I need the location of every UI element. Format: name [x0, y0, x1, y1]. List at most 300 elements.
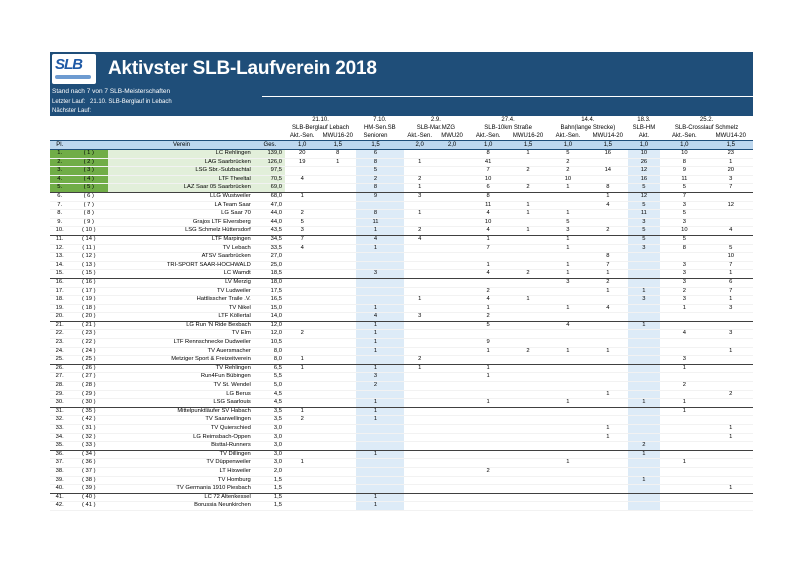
row-score: 3 — [709, 304, 753, 313]
row-score — [395, 227, 404, 236]
row-verein: TV St. Wendel — [108, 382, 255, 391]
row-score — [588, 339, 628, 348]
naechster-label: Nächster Lauf: — [52, 108, 92, 114]
table-row — [50, 373, 753, 382]
row-score: 23 — [709, 150, 753, 159]
row-score: 1 — [588, 433, 628, 442]
row-total: 4,5 — [255, 399, 285, 408]
row-score: 1 — [548, 270, 588, 279]
row-score: 1 — [508, 210, 548, 219]
letzter-lauf-bar — [50, 98, 753, 107]
row-score: 1 — [548, 459, 588, 468]
row-score: 5 — [628, 235, 660, 244]
row-score: 1 — [548, 261, 588, 270]
row-score — [436, 321, 468, 330]
col-factor: 1,5 — [709, 141, 753, 150]
stand-bar — [50, 86, 753, 98]
row-score — [660, 485, 709, 494]
row-place: 2. — [50, 158, 69, 167]
row-score: 1 — [285, 407, 319, 416]
row-score — [709, 442, 753, 451]
row-score: 41 — [468, 158, 508, 167]
row-prev-rank: ( 5 ) — [69, 184, 108, 193]
row-score — [319, 296, 356, 305]
row-prev-rank: ( 20 ) — [69, 313, 108, 322]
row-score — [285, 347, 319, 356]
table-row — [50, 339, 753, 348]
row-score — [395, 425, 404, 434]
row-score — [319, 399, 356, 408]
row-total: 27,0 — [255, 253, 285, 262]
row-score — [548, 313, 588, 322]
row-total: 97,5 — [255, 167, 285, 176]
row-score — [395, 399, 404, 408]
row-total: 1,5 — [255, 502, 285, 511]
row-score — [395, 467, 404, 476]
row-score — [319, 467, 356, 476]
row-score — [436, 356, 468, 365]
row-score — [436, 330, 468, 339]
row-score: 19 — [285, 158, 319, 167]
table-row — [50, 493, 753, 502]
row-score — [395, 235, 404, 244]
row-score: 12 — [628, 167, 660, 176]
row-score: 2 — [508, 347, 548, 356]
row-verein: LV Merzig — [108, 278, 255, 287]
col-ges: Ges. — [255, 141, 285, 150]
row-score: 5 — [628, 184, 660, 193]
row-verein: LA Team Saar — [108, 201, 255, 210]
event-name: SLB-Crosslauf Schmelz — [660, 124, 753, 132]
row-score — [395, 150, 404, 159]
row-score — [404, 407, 436, 416]
table-row — [50, 476, 753, 485]
row-score — [319, 313, 356, 322]
row-score: 6 — [356, 150, 395, 159]
row-score — [404, 347, 436, 356]
row-prev-rank: ( 7 ) — [69, 201, 108, 210]
row-score — [709, 218, 753, 227]
row-score — [395, 459, 404, 468]
title-banner — [50, 52, 753, 86]
row-score — [709, 364, 753, 373]
row-score — [319, 442, 356, 451]
table-row — [50, 287, 753, 296]
row-score: 4 — [709, 227, 753, 236]
row-score — [660, 442, 709, 451]
row-score: 4 — [404, 235, 436, 244]
table-row — [50, 244, 753, 253]
row-score: 3 — [660, 270, 709, 279]
row-score: 8 — [468, 150, 508, 159]
row-score — [628, 493, 660, 502]
row-score: 2 — [285, 330, 319, 339]
row-score — [395, 347, 404, 356]
col-factor: 1,0 — [468, 141, 508, 150]
row-score — [404, 218, 436, 227]
table-row — [50, 390, 753, 399]
row-score — [588, 321, 628, 330]
row-score — [436, 201, 468, 210]
header-events-row — [50, 124, 753, 132]
row-prev-rank: ( 18 ) — [69, 304, 108, 313]
row-score — [628, 278, 660, 287]
event-date: 7.10. — [356, 116, 403, 124]
row-score — [468, 485, 508, 494]
row-score — [548, 433, 588, 442]
row-score: 2 — [356, 175, 395, 184]
row-prev-rank: ( 26 ) — [69, 364, 108, 373]
row-score: 1 — [356, 330, 395, 339]
row-score: 5 — [468, 321, 508, 330]
row-score — [404, 493, 436, 502]
row-score — [508, 261, 548, 270]
row-score: 3 — [709, 330, 753, 339]
row-score — [508, 433, 548, 442]
row-score — [319, 364, 356, 373]
event-name: SLB-10km Straße — [468, 124, 548, 132]
row-score — [395, 210, 404, 219]
row-verein: TRI-SPORT SAAR-HOCHWALD — [108, 261, 255, 270]
row-verein: LSG Sbr.-Sulzbachtal — [108, 167, 255, 176]
table-row — [50, 235, 753, 244]
row-verein: ATSV Saarbrücken — [108, 253, 255, 262]
row-score — [319, 227, 356, 236]
row-score: 1 — [285, 356, 319, 365]
row-prev-rank: ( 28 ) — [69, 382, 108, 391]
row-verein: LTF Rennschnecke Dudweiler — [108, 339, 255, 348]
row-score: 1 — [709, 270, 753, 279]
row-score: 1 — [709, 347, 753, 356]
row-score — [319, 407, 356, 416]
row-score: 1 — [356, 416, 395, 425]
row-verein: TV Lebach — [108, 244, 255, 253]
row-score — [508, 339, 548, 348]
row-score — [660, 339, 709, 348]
row-score — [404, 425, 436, 434]
row-total: 3,5 — [255, 407, 285, 416]
row-score — [468, 502, 508, 511]
row-score: 1 — [356, 399, 395, 408]
row-score — [395, 390, 404, 399]
row-score — [709, 313, 753, 322]
letzter-value: 21.10. SLB-Berglauf in Lebach — [90, 99, 172, 105]
row-score — [468, 356, 508, 365]
row-score — [508, 476, 548, 485]
row-verein: LG Saar 70 — [108, 210, 255, 219]
row-score: 2 — [468, 287, 508, 296]
event-subhead: Akt. — [628, 132, 660, 141]
row-score — [436, 304, 468, 313]
row-score: 5 — [548, 150, 588, 159]
row-total: 69,0 — [255, 184, 285, 193]
row-score — [436, 261, 468, 270]
row-score — [660, 347, 709, 356]
row-score — [508, 175, 548, 184]
row-score — [660, 390, 709, 399]
row-place: 21. — [50, 321, 69, 330]
row-score — [395, 253, 404, 262]
row-prev-rank: ( 38 ) — [69, 476, 108, 485]
row-place: 33. — [50, 425, 69, 434]
row-prev-rank: ( 24 ) — [69, 347, 108, 356]
row-score — [660, 476, 709, 485]
row-score — [588, 416, 628, 425]
row-score — [319, 304, 356, 313]
row-score: 1 — [660, 407, 709, 416]
row-score — [548, 339, 588, 348]
row-score — [395, 364, 404, 373]
row-score: 2 — [548, 158, 588, 167]
row-score: 5 — [628, 201, 660, 210]
row-score — [588, 399, 628, 408]
row-score — [436, 442, 468, 451]
row-score — [468, 459, 508, 468]
row-score — [548, 442, 588, 451]
row-score: 1 — [356, 304, 395, 313]
row-score: 3 — [404, 192, 436, 201]
row-score — [588, 459, 628, 468]
row-score — [548, 485, 588, 494]
row-place: 35. — [50, 442, 69, 451]
row-score: 12 — [628, 192, 660, 201]
row-score — [709, 459, 753, 468]
row-score — [468, 382, 508, 391]
row-score — [660, 493, 709, 502]
row-prev-rank: ( 42 ) — [69, 416, 108, 425]
row-prev-rank: ( 19 ) — [69, 296, 108, 305]
header-spacer — [50, 116, 285, 124]
row-score — [588, 442, 628, 451]
row-score — [356, 485, 395, 494]
table-row — [50, 227, 753, 236]
row-score: 2 — [508, 270, 548, 279]
row-verein: LSG Schmelz Hüttersdorf — [108, 227, 255, 236]
row-score — [628, 270, 660, 279]
row-score — [436, 192, 468, 201]
row-score: 1 — [548, 244, 588, 253]
row-score — [356, 278, 395, 287]
row-score — [548, 502, 588, 511]
row-score: 3 — [356, 270, 395, 279]
event-date: 25.2. — [660, 116, 753, 124]
row-score — [548, 253, 588, 262]
row-score — [436, 382, 468, 391]
row-place: 25. — [50, 356, 69, 365]
row-score: 3 — [548, 278, 588, 287]
row-score — [508, 321, 548, 330]
row-score: 16 — [588, 150, 628, 159]
row-score: 2 — [285, 416, 319, 425]
table-row — [50, 218, 753, 227]
row-score — [395, 373, 404, 382]
row-score — [436, 493, 468, 502]
row-score: 1 — [628, 399, 660, 408]
table-row — [50, 364, 753, 373]
row-score: 10 — [548, 175, 588, 184]
row-verein: Grajos LTF Elversberg — [108, 218, 255, 227]
row-score — [508, 356, 548, 365]
row-score — [319, 218, 356, 227]
row-score — [319, 244, 356, 253]
row-score — [356, 433, 395, 442]
row-score — [709, 321, 753, 330]
row-score — [588, 364, 628, 373]
table-row — [50, 184, 753, 193]
row-score — [404, 321, 436, 330]
row-total: 3,0 — [255, 459, 285, 468]
row-score — [508, 407, 548, 416]
row-score — [395, 407, 404, 416]
row-score — [468, 407, 508, 416]
row-score — [709, 416, 753, 425]
row-score — [395, 244, 404, 253]
row-place: 36. — [50, 450, 69, 459]
row-score — [404, 278, 436, 287]
row-score — [319, 270, 356, 279]
row-score: 1 — [588, 287, 628, 296]
row-score — [404, 373, 436, 382]
row-score — [285, 502, 319, 511]
row-score — [285, 382, 319, 391]
row-score: 1 — [319, 158, 356, 167]
row-score: 1 — [660, 364, 709, 373]
row-score — [588, 218, 628, 227]
row-score — [319, 210, 356, 219]
row-score — [395, 450, 404, 459]
row-score — [436, 175, 468, 184]
row-score: 16 — [628, 175, 660, 184]
row-total: 5,0 — [255, 382, 285, 391]
row-score: 4 — [468, 227, 508, 236]
row-score — [404, 485, 436, 494]
row-score: 20 — [709, 167, 753, 176]
row-score — [436, 227, 468, 236]
row-score — [628, 373, 660, 382]
row-score — [628, 313, 660, 322]
row-score — [319, 356, 356, 365]
row-score: 9 — [660, 167, 709, 176]
row-score — [319, 416, 356, 425]
table-row — [50, 278, 753, 287]
row-verein: LG Berus — [108, 390, 255, 399]
row-score — [285, 450, 319, 459]
table-row — [50, 201, 753, 210]
row-prev-rank: ( 37 ) — [69, 467, 108, 476]
row-score: 1 — [468, 347, 508, 356]
row-score — [508, 442, 548, 451]
row-score — [660, 425, 709, 434]
row-place: 32. — [50, 416, 69, 425]
row-score — [319, 167, 356, 176]
row-place: 28. — [50, 382, 69, 391]
row-score — [709, 235, 753, 244]
row-place: 26. — [50, 364, 69, 373]
row-score — [660, 321, 709, 330]
row-score: 1 — [508, 296, 548, 305]
row-score — [356, 476, 395, 485]
row-score: 5 — [548, 218, 588, 227]
table-row — [50, 459, 753, 468]
row-score — [588, 467, 628, 476]
row-score — [508, 304, 548, 313]
row-score — [285, 373, 319, 382]
row-score — [628, 467, 660, 476]
row-score: 1 — [404, 184, 436, 193]
row-score: 10 — [660, 227, 709, 236]
col-factor: 2,0 — [436, 141, 468, 150]
row-prev-rank: ( 39 ) — [69, 485, 108, 494]
row-score — [709, 382, 753, 391]
table-row — [50, 270, 753, 279]
row-score — [404, 382, 436, 391]
row-score — [319, 287, 356, 296]
row-score — [508, 313, 548, 322]
row-score: 1 — [285, 459, 319, 468]
row-score — [436, 158, 468, 167]
row-score — [588, 493, 628, 502]
event-subhead: MWU20 — [436, 132, 468, 141]
row-score: 2 — [588, 278, 628, 287]
col-factor: 1,5 — [356, 141, 395, 150]
row-total: 18,0 — [255, 278, 285, 287]
event-subhead: MWU16-20 — [319, 132, 356, 141]
row-score — [319, 235, 356, 244]
row-score — [285, 278, 319, 287]
row-verein: TV Ludweiler — [108, 287, 255, 296]
row-score — [404, 433, 436, 442]
row-score — [319, 390, 356, 399]
row-score — [588, 235, 628, 244]
table-row — [50, 347, 753, 356]
row-score — [508, 425, 548, 434]
row-score — [628, 502, 660, 511]
row-verein: TV Dillingen — [108, 450, 255, 459]
letzter-label: Letzter Lauf: — [52, 99, 86, 105]
row-score: 1 — [508, 201, 548, 210]
row-score — [508, 244, 548, 253]
row-prev-rank: ( 12 ) — [69, 253, 108, 262]
logo-text: SLB — [55, 56, 82, 73]
row-score — [709, 192, 753, 201]
row-verein: Borussia Neunkirchen — [108, 502, 255, 511]
row-score — [436, 167, 468, 176]
row-score — [404, 339, 436, 348]
row-total: 8,0 — [255, 356, 285, 365]
row-score: 7 — [709, 261, 753, 270]
row-score: 1 — [709, 158, 753, 167]
row-score: 2 — [660, 382, 709, 391]
row-score — [436, 476, 468, 485]
row-score — [588, 175, 628, 184]
row-score — [508, 158, 548, 167]
col-factor: 1,0 — [660, 141, 709, 150]
row-score — [709, 450, 753, 459]
row-score — [628, 261, 660, 270]
row-score — [508, 450, 548, 459]
row-score — [356, 201, 395, 210]
row-place: 19. — [50, 304, 69, 313]
row-score — [319, 253, 356, 262]
row-place: 39. — [50, 476, 69, 485]
row-place: 29. — [50, 390, 69, 399]
row-score — [436, 184, 468, 193]
row-score: 3 — [660, 356, 709, 365]
row-score — [395, 296, 404, 305]
row-prev-rank: ( 31 ) — [69, 425, 108, 434]
row-score — [548, 390, 588, 399]
row-verein: LTF Theeltal — [108, 175, 255, 184]
